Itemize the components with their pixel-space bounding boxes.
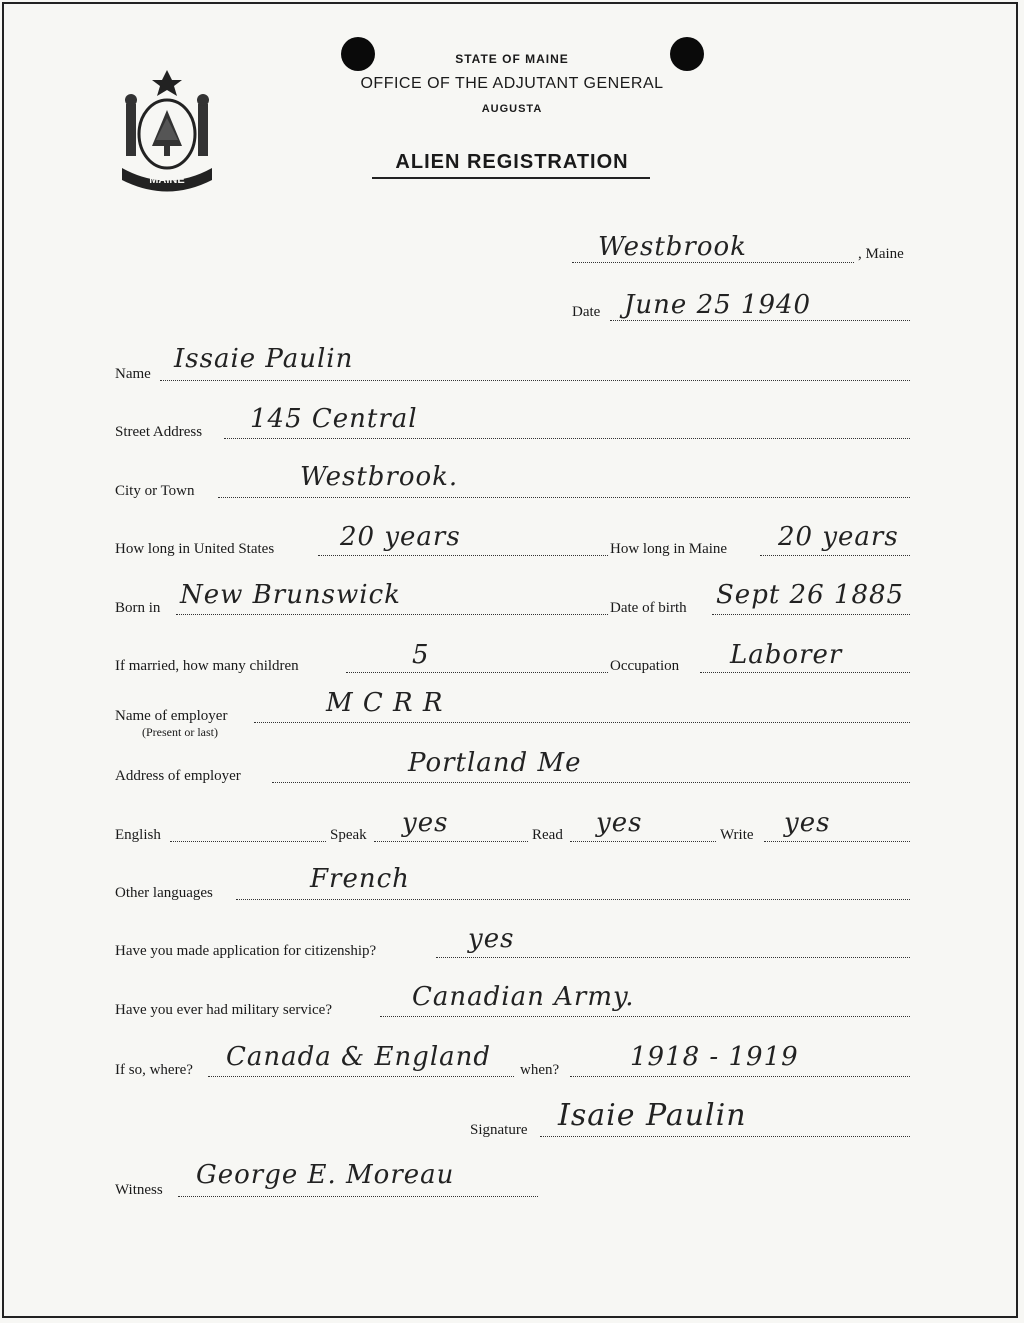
where-label: If so, where? — [115, 1062, 193, 1078]
citizenship-line — [436, 957, 910, 958]
write-entry: yes — [784, 808, 831, 838]
children-line — [346, 672, 608, 673]
other-languages-label: Other languages — [115, 885, 213, 901]
where-entry: Canada & England — [226, 1042, 492, 1072]
born-in-line — [176, 614, 608, 615]
office-heading: OFFICE OF THE ADJUTANT GENERAL — [360, 75, 664, 92]
how-long-us-label: How long in United States — [115, 541, 275, 557]
when-entry: 1918 - 1919 — [630, 1042, 799, 1072]
form-title-underline — [372, 177, 650, 179]
witness-line — [178, 1196, 538, 1197]
english-line — [170, 841, 326, 842]
children-label: If married, how many children — [115, 658, 299, 674]
place-suffix: , Maine — [858, 246, 904, 262]
speak-label: Speak — [330, 827, 367, 843]
military-line — [380, 1016, 910, 1017]
name-label: Name — [115, 366, 151, 382]
citizenship-label: Have you made application for citizenship? — [115, 943, 377, 959]
place-entry: Westbrook — [598, 232, 747, 262]
read-entry: yes — [596, 808, 643, 838]
military-label: Have you ever had military service? — [115, 1002, 332, 1018]
speak-entry: yes — [402, 808, 449, 838]
how-long-maine-label: How long in Maine — [610, 541, 728, 557]
employer-label: Name of employer — [115, 708, 228, 724]
employer-entry: M C R R — [326, 688, 444, 718]
name-entry: Issaie Paulin — [174, 344, 354, 374]
witness-label: Witness — [115, 1182, 163, 1198]
when-label: when? — [520, 1062, 560, 1078]
seal-text: MAINE — [149, 174, 185, 186]
how-long-us-line — [318, 555, 608, 556]
employer-address-line — [272, 782, 910, 783]
city-entry: Westbrook. — [300, 462, 459, 492]
street-line — [224, 438, 910, 439]
street-entry: 145 Central — [250, 404, 418, 434]
name-line — [160, 380, 910, 381]
children-entry: 5 — [412, 640, 430, 670]
date-entry: June 25 1940 — [624, 290, 812, 320]
employer-address-label: Address of employer — [115, 768, 241, 784]
occupation-label: Occupation — [610, 658, 680, 674]
occupation-line — [700, 672, 910, 673]
where-line — [208, 1076, 514, 1077]
citizenship-entry: yes — [468, 924, 515, 954]
date-label: Date — [572, 304, 601, 320]
city-heading: AUGUSTA — [481, 103, 543, 115]
speak-line — [374, 841, 528, 842]
other-languages-line — [236, 899, 910, 900]
city-label: City or Town — [115, 483, 195, 499]
military-entry: Canadian Army. — [412, 982, 635, 1012]
dob-label: Date of birth — [610, 600, 687, 616]
born-in-entry: New Brunswick — [180, 580, 401, 610]
dob-entry: Sept 26 1885 — [716, 580, 905, 610]
place-line — [572, 262, 854, 263]
signature-line — [540, 1136, 910, 1137]
employer-line — [254, 722, 910, 723]
witness-entry: George E. Moreau — [196, 1160, 455, 1190]
write-label: Write — [720, 827, 754, 843]
city-line — [218, 497, 910, 498]
employer-address-entry: Portland Me — [408, 748, 582, 778]
write-line — [764, 841, 910, 842]
when-line — [570, 1076, 910, 1077]
street-label: Street Address — [115, 424, 203, 440]
read-label: Read — [532, 827, 563, 843]
employer-sublabel: (Present or last) — [142, 725, 218, 739]
how-long-us-entry: 20 years — [340, 522, 461, 552]
how-long-maine-entry: 20 years — [778, 522, 899, 552]
other-languages-entry: French — [310, 864, 410, 894]
born-in-label: Born in — [115, 600, 161, 616]
how-long-maine-line — [760, 555, 910, 556]
english-label: English — [115, 827, 161, 843]
state-heading: STATE OF MAINE — [455, 52, 569, 66]
signature-label: Signature — [470, 1122, 528, 1138]
date-line — [610, 320, 910, 321]
occupation-entry: Laborer — [730, 640, 843, 670]
form-title: ALIEN REGISTRATION — [395, 151, 629, 173]
dob-line — [712, 614, 910, 615]
signature-entry: Isaie Paulin — [558, 1098, 747, 1133]
read-line — [570, 841, 716, 842]
